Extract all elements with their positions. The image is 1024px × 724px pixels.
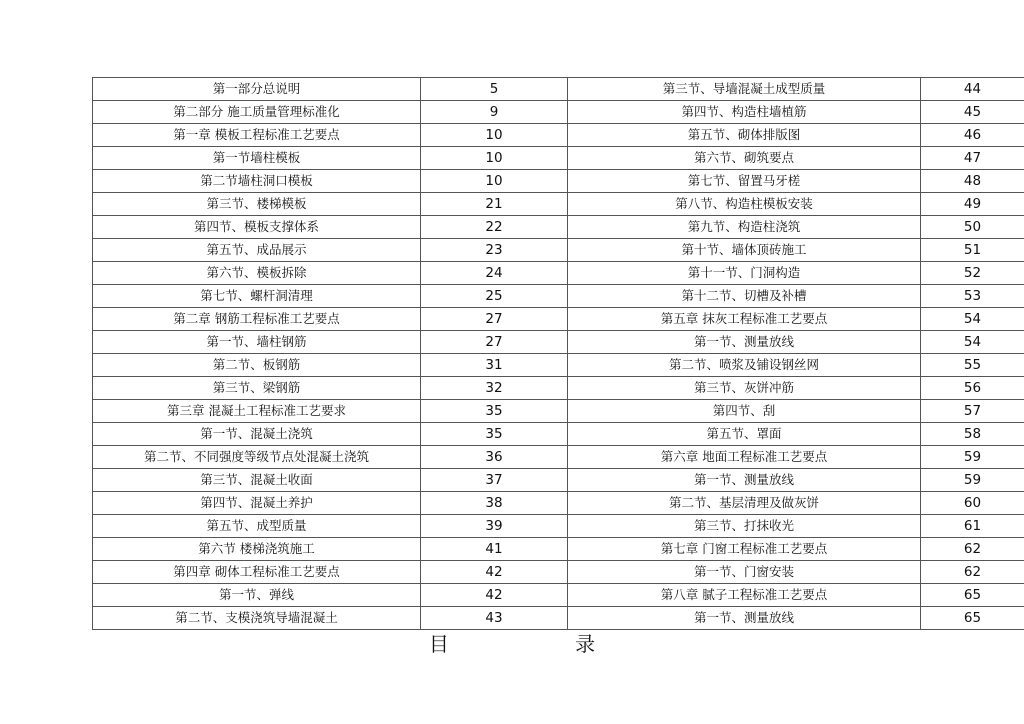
toc-entry-right: 第三节、导墙混凝土成型质量: [568, 78, 921, 101]
toc-entry-right: 第十节、墙体顶砖施工: [568, 239, 921, 262]
toc-entry-right: 第五章 抹灰工程标准工艺要点: [568, 308, 921, 331]
toc-page-left: 43: [421, 607, 568, 630]
toc-page-left: 42: [421, 561, 568, 584]
toc-row: [93, 607, 1024, 630]
toc-page-left: 23: [421, 239, 568, 262]
toc-row: [93, 285, 1024, 308]
toc-entry-left: 第六节 楼梯浇筑施工: [93, 538, 421, 561]
toc-row: [93, 193, 1024, 216]
toc-page-left: 21: [421, 193, 568, 216]
toc-page-right: 65: [921, 584, 1024, 607]
toc-page-right: 50: [921, 216, 1024, 239]
toc-page-left: 10: [421, 124, 568, 147]
toc-entry-right: 第八节、构造柱模板安装: [568, 193, 921, 216]
toc-entry-left: 第二节墙柱洞口模板: [93, 170, 421, 193]
toc-entry-left: 第三节、楼梯模板: [93, 193, 421, 216]
toc-entry-left: 第一节、混凝土浇筑: [93, 423, 421, 446]
toc-page-right: 59: [921, 446, 1024, 469]
toc-page-right: 62: [921, 561, 1024, 584]
toc-page-right: 51: [921, 239, 1024, 262]
toc-entry-left: 第五节、成品展示: [93, 239, 421, 262]
toc-page-right: 55: [921, 354, 1024, 377]
toc-entry-left: 第四节、混凝土养护: [93, 492, 421, 515]
toc-page-left: 22: [421, 216, 568, 239]
toc-entry-left: 第六节、模板拆除: [93, 262, 421, 285]
toc-title: 目 录: [428, 632, 656, 656]
toc-row: [93, 446, 1024, 469]
toc-entry-right: 第一节、测量放线: [568, 607, 921, 630]
toc-page-left: 5: [421, 78, 568, 101]
toc-page-left: 39: [421, 515, 568, 538]
toc-entry-right: 第九节、构造柱浇筑: [568, 216, 921, 239]
toc-page-right: 59: [921, 469, 1024, 492]
toc-entry-right: 第七章 门窗工程标准工艺要点: [568, 538, 921, 561]
toc-entry-right: 第八章 腻子工程标准工艺要点: [568, 584, 921, 607]
toc-row: [93, 515, 1024, 538]
toc-entry-left: 第七节、螺杆洞清理: [93, 285, 421, 308]
toc-entry-right: 第四节、构造柱墙植筋: [568, 101, 921, 124]
toc-page-left: 38: [421, 492, 568, 515]
toc-entry-left: 第二节、板钢筋: [93, 354, 421, 377]
toc-page-right: 45: [921, 101, 1024, 124]
toc-entry-left: 第一节、弹线: [93, 584, 421, 607]
toc-row: [93, 331, 1024, 354]
toc-entry-left: 第四章 砌体工程标准工艺要点: [93, 561, 421, 584]
toc-row: [93, 423, 1024, 446]
toc-entry-left: 第三章 混凝土工程标准工艺要求: [93, 400, 421, 423]
toc-row: [93, 239, 1024, 262]
toc-page-right: 47: [921, 147, 1024, 170]
toc-page-right: 56: [921, 377, 1024, 400]
toc-row: [93, 170, 1024, 193]
toc-page-left: 9: [421, 101, 568, 124]
toc-body: [93, 78, 1024, 630]
toc-page-right: 54: [921, 308, 1024, 331]
toc-page-left: 10: [421, 147, 568, 170]
toc-entry-right: 第十二节、切槽及补槽: [568, 285, 921, 308]
toc-page-right: 61: [921, 515, 1024, 538]
toc-page-right: 58: [921, 423, 1024, 446]
toc-row: [93, 400, 1024, 423]
toc-entry-left: 第二章 钢筋工程标准工艺要点: [93, 308, 421, 331]
toc-page-left: 41: [421, 538, 568, 561]
toc-row: [93, 377, 1024, 400]
toc-entry-right: 第七节、留置马牙槎: [568, 170, 921, 193]
toc-row: [93, 101, 1024, 124]
toc-page-right: 44: [921, 78, 1024, 101]
toc-page-right: 60: [921, 492, 1024, 515]
toc-row: [93, 538, 1024, 561]
toc-entry-left: 第一节、墙柱钢筋: [93, 331, 421, 354]
toc-entry-right: 第一节、门窗安装: [568, 561, 921, 584]
toc-entry-left: 第三节、梁钢筋: [93, 377, 421, 400]
toc-row: [93, 492, 1024, 515]
toc-page-right: 53: [921, 285, 1024, 308]
toc-entry-left: 第二部分 施工质量管理标准化: [93, 101, 421, 124]
toc-page-right: 49: [921, 193, 1024, 216]
toc-entry-left: 第二节、不同强度等级节点处混凝土浇筑: [93, 446, 421, 469]
toc-page-left: 31: [421, 354, 568, 377]
toc-entry-left: 第三节、混凝土收面: [93, 469, 421, 492]
toc-entry-right: 第十一节、门洞构造: [568, 262, 921, 285]
toc-entry-right: 第六节、砌筑要点: [568, 147, 921, 170]
toc-page-left: 25: [421, 285, 568, 308]
toc-page-left: 10: [421, 170, 568, 193]
toc-page-left: 37: [421, 469, 568, 492]
toc-entry-right: 第四节、刮: [568, 400, 921, 423]
toc-entry-left: 第一节墙柱模板: [93, 147, 421, 170]
toc-page-right: 46: [921, 124, 1024, 147]
toc-entry-right: 第二节、喷浆及铺设钢丝网: [568, 354, 921, 377]
toc-page-left: 32: [421, 377, 568, 400]
toc-row: [93, 561, 1024, 584]
toc-entry-left: 第四节、模板支撑体系: [93, 216, 421, 239]
toc-page-left: 35: [421, 400, 568, 423]
toc-page-right: 65: [921, 607, 1024, 630]
toc-entry-left: 第二节、支模浇筑导墙混凝土: [93, 607, 421, 630]
toc-entry-right: 第一节、测量放线: [568, 469, 921, 492]
toc-row: [93, 124, 1024, 147]
toc-entry-right: 第一节、测量放线: [568, 331, 921, 354]
toc-page-left: 35: [421, 423, 568, 446]
toc-entry-right: 第六章 地面工程标准工艺要点: [568, 446, 921, 469]
toc-entry-left: 第一章 模板工程标准工艺要点: [93, 124, 421, 147]
toc-page-right: 48: [921, 170, 1024, 193]
toc-page-left: 42: [421, 584, 568, 607]
toc-page-right: 57: [921, 400, 1024, 423]
toc-row: [93, 584, 1024, 607]
toc-row: [93, 469, 1024, 492]
toc-entry-right: 第三节、打抹收光: [568, 515, 921, 538]
toc-entry-left: 第一部分总说明: [93, 78, 421, 101]
toc-row: [93, 216, 1024, 239]
toc-page-right: 54: [921, 331, 1024, 354]
toc-entry-right: 第三节、灰饼冲筋: [568, 377, 921, 400]
toc-row: [93, 308, 1024, 331]
toc-page-right: 62: [921, 538, 1024, 561]
toc-row: [93, 78, 1024, 101]
toc-row: [93, 354, 1024, 377]
toc-entry-left: 第五节、成型质量: [93, 515, 421, 538]
toc-page-left: 36: [421, 446, 568, 469]
toc-page-right: 52: [921, 262, 1024, 285]
toc-entry-right: 第五节、罩面: [568, 423, 921, 446]
toc-row: [93, 262, 1024, 285]
toc-entry-right: 第五节、砌体排版图: [568, 124, 921, 147]
toc-page-left: 27: [421, 331, 568, 354]
toc-row: [93, 147, 1024, 170]
toc-entry-right: 第二节、基层清理及做灰饼: [568, 492, 921, 515]
toc-page-left: 27: [421, 308, 568, 331]
toc-page-left: 24: [421, 262, 568, 285]
toc-table: [92, 77, 1024, 630]
